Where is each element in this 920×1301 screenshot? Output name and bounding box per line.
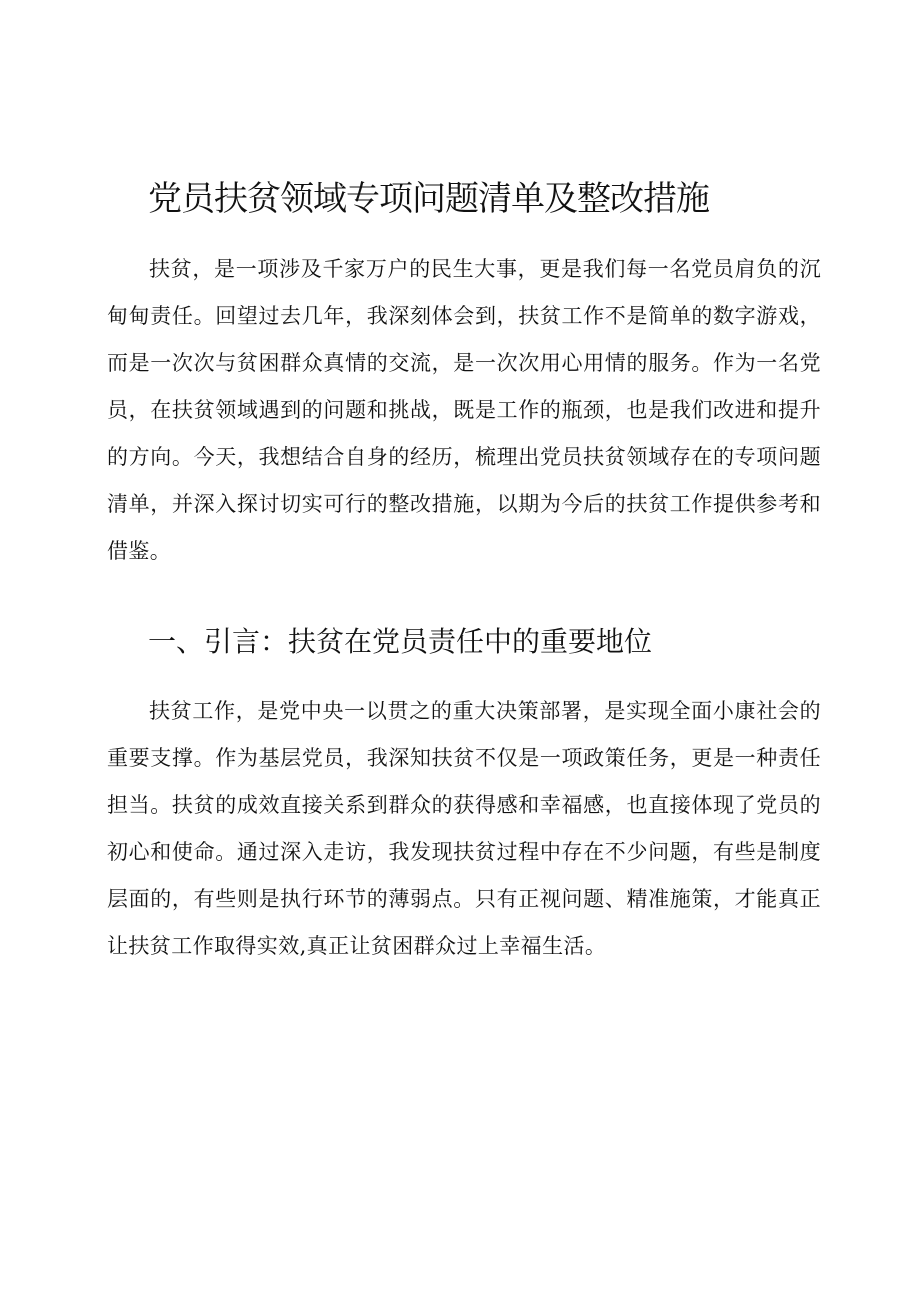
intro-paragraph: 扶贫，是一项涉及千家万户的民生大事，更是我们每一名党员肩负的沉甸甸责任。回望过去几年，我深刻体会到，扶贫工作不是简单的数字游戏，而是一次次与贫困群众真情的交流，是一次次用心用情的服务。作为一名党员，在扶贫领域遇到的问题和挑战，既是工作的瓶颈，也是我们改进和提升的方向。今天，我想结合自身的经历，梳理出党员扶贫领域存在的专项问题清单，并深入探讨切实可行的整改措施，以期为今后的扶贫工作提供参考和借鉴。 bbox=[107, 257, 821, 563]
section-heading-introduction: 一、引言：扶贫在党员责任中的重要地位 bbox=[148, 625, 653, 658]
section-paragraph-introduction: 扶贫工作，是党中央一以贯之的重大决策部署，是实现全面小康社会的重要支撑。作为基层党员，我深知扶贫不仅是一项政策任务，更是一种责任担当。扶贫的成效直接关系到群众的获得感和幸福感，也直接体现了党员的初心和使命。通过深入走访，我发现扶贫过程中存在不少问题，有些是制度层面的，有些则是执行环节的薄弱点。只有正视问题、精准施策，才能真正让扶贫工作取得实效,真正让贫困群众过上幸福生活。 bbox=[107, 699, 821, 958]
document-title: 党员扶贫领域专项问题清单及整改措施 bbox=[148, 179, 709, 219]
